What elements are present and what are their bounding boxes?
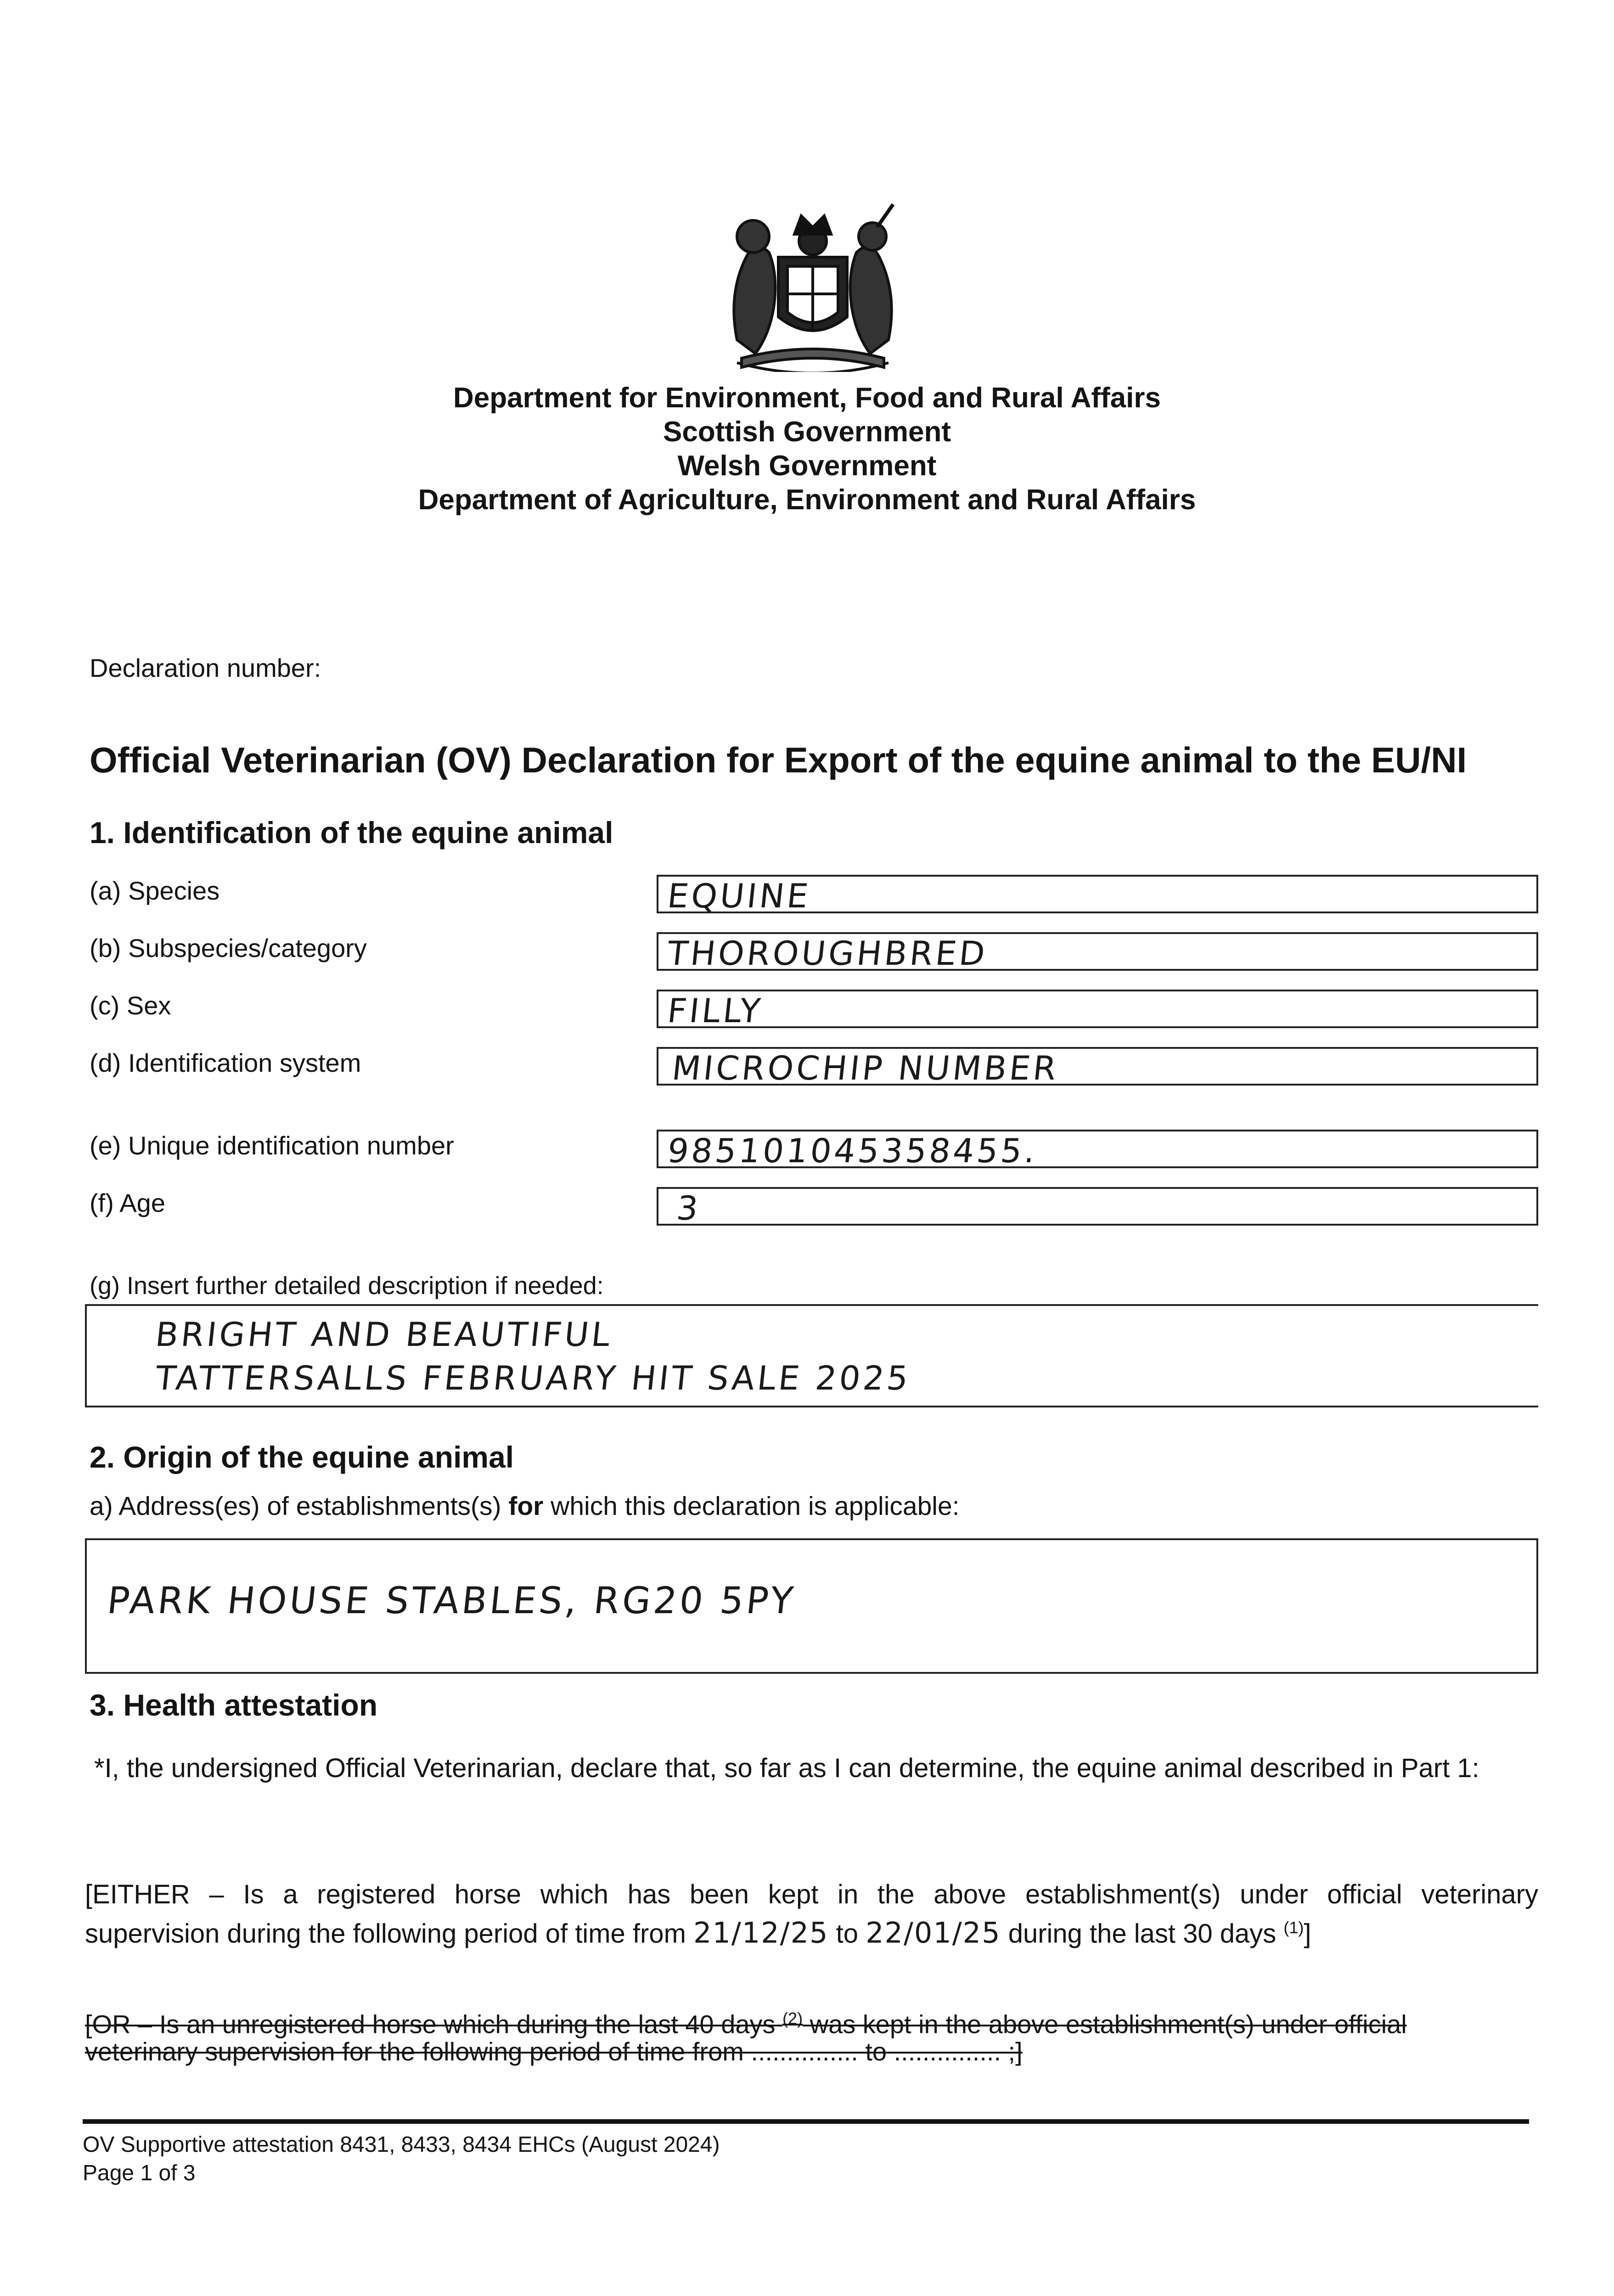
date-to-value: 22/01/25	[866, 1916, 1001, 1950]
or-text: [OR – Is an unregistered horse which during the last 40 days	[85, 2009, 783, 2039]
further-description-field[interactable]	[85, 1304, 1538, 1407]
age-label: (f) Age	[90, 1188, 165, 1217]
sex-label: (c) Sex	[90, 991, 171, 1020]
address-field[interactable]	[85, 1538, 1538, 1674]
or-line-2: veterinary supervision for the following period of time from ............... to ............... ;]	[85, 2037, 1023, 2066]
date-from-value: 21/12/25	[693, 1916, 829, 1950]
sex-value: FILLY	[665, 991, 765, 1030]
address-label-for: for	[508, 1491, 544, 1521]
identification-system-label: (d) Identification system	[90, 1048, 361, 1077]
header-line: Department for Environment, Food and Rural Affairs	[453, 382, 1161, 414]
further-description-line: BRIGHT AND BEAUTIFUL	[153, 1315, 615, 1354]
further-description-label: (g) Insert further detailed description if needed:	[90, 1272, 604, 1300]
identification-system-field[interactable]	[657, 1047, 1538, 1086]
to-word: to	[836, 1919, 858, 1949]
address-label-text: a) Address(es) of establishments(s)	[90, 1491, 509, 1521]
header-line: Department of Agriculture, Environment and Rural Affairs	[418, 484, 1196, 516]
address-label	[90, 1490, 959, 1522]
unique-id-field[interactable]	[657, 1130, 1538, 1168]
subspecies-value: THOROUGHBRED	[665, 934, 990, 973]
sex-field[interactable]	[657, 990, 1538, 1028]
header-line: Scottish Government	[663, 416, 951, 448]
or-text: was kept in the above establishment(s) under official	[803, 2009, 1407, 2039]
footnote-ref: (1)	[1283, 1918, 1304, 1937]
either-text: supervision during the following period of time from	[85, 1919, 693, 1949]
footer-rule	[83, 2119, 1529, 2124]
royal-coat-of-arms-icon	[709, 202, 916, 372]
subspecies-field[interactable]	[657, 932, 1538, 971]
either-line-1: [EITHER – Is a registered horse which has been kept in the above establishment(s) under official veterinary	[85, 1880, 1538, 1909]
either-close: ]	[1304, 1919, 1311, 1949]
section-3-heading: 3. Health attestation	[90, 1688, 378, 1722]
address-value: PARK HOUSE STABLES, RG20 5PY	[105, 1579, 798, 1622]
either-line-2	[85, 1911, 1311, 1950]
identification-system-value: MICROCHIP NUMBER	[670, 1049, 1061, 1087]
header-line: Welsh Government	[677, 450, 937, 482]
health-intro: *I, the undersigned Official Veterinarian, declare that, so far as I can determine, the equine animal described in Part 1:	[94, 1753, 1479, 1783]
department-header	[0, 381, 1614, 517]
further-description-line: TATTERSALLS FEBRUARY HIT SALE 2025	[153, 1359, 913, 1397]
page-number: Page 1 of 3	[83, 2161, 196, 2185]
page-title: Official Veterinarian (OV) Declaration for Export of the equine animal to the EU/NI	[90, 740, 1467, 780]
address-label-text: which this declaration is applicable:	[543, 1491, 960, 1521]
age-value: 3	[675, 1189, 703, 1227]
either-text: during the last 30 days	[1008, 1919, 1277, 1949]
species-field[interactable]	[657, 875, 1538, 913]
subspecies-label: (b) Subspecies/category	[90, 934, 367, 962]
unique-id-label: (e) Unique identification number	[90, 1131, 454, 1160]
unique-id-value: 985101045358455.	[665, 1131, 1040, 1170]
section-2-heading: 2. Origin of the equine animal	[90, 1440, 514, 1474]
species-value: EQUINE	[665, 877, 813, 915]
footer-attestation: OV Supportive attestation 8431, 8433, 8434 EHCs (August 2024)	[83, 2133, 720, 2157]
section-1-heading: 1. Identification of the equine animal	[90, 816, 613, 850]
species-label: (a) Species	[90, 876, 220, 905]
declaration-number-label: Declaration number:	[90, 653, 321, 682]
footnote-ref: (2)	[782, 2009, 803, 2028]
age-field[interactable]	[657, 1187, 1538, 1226]
